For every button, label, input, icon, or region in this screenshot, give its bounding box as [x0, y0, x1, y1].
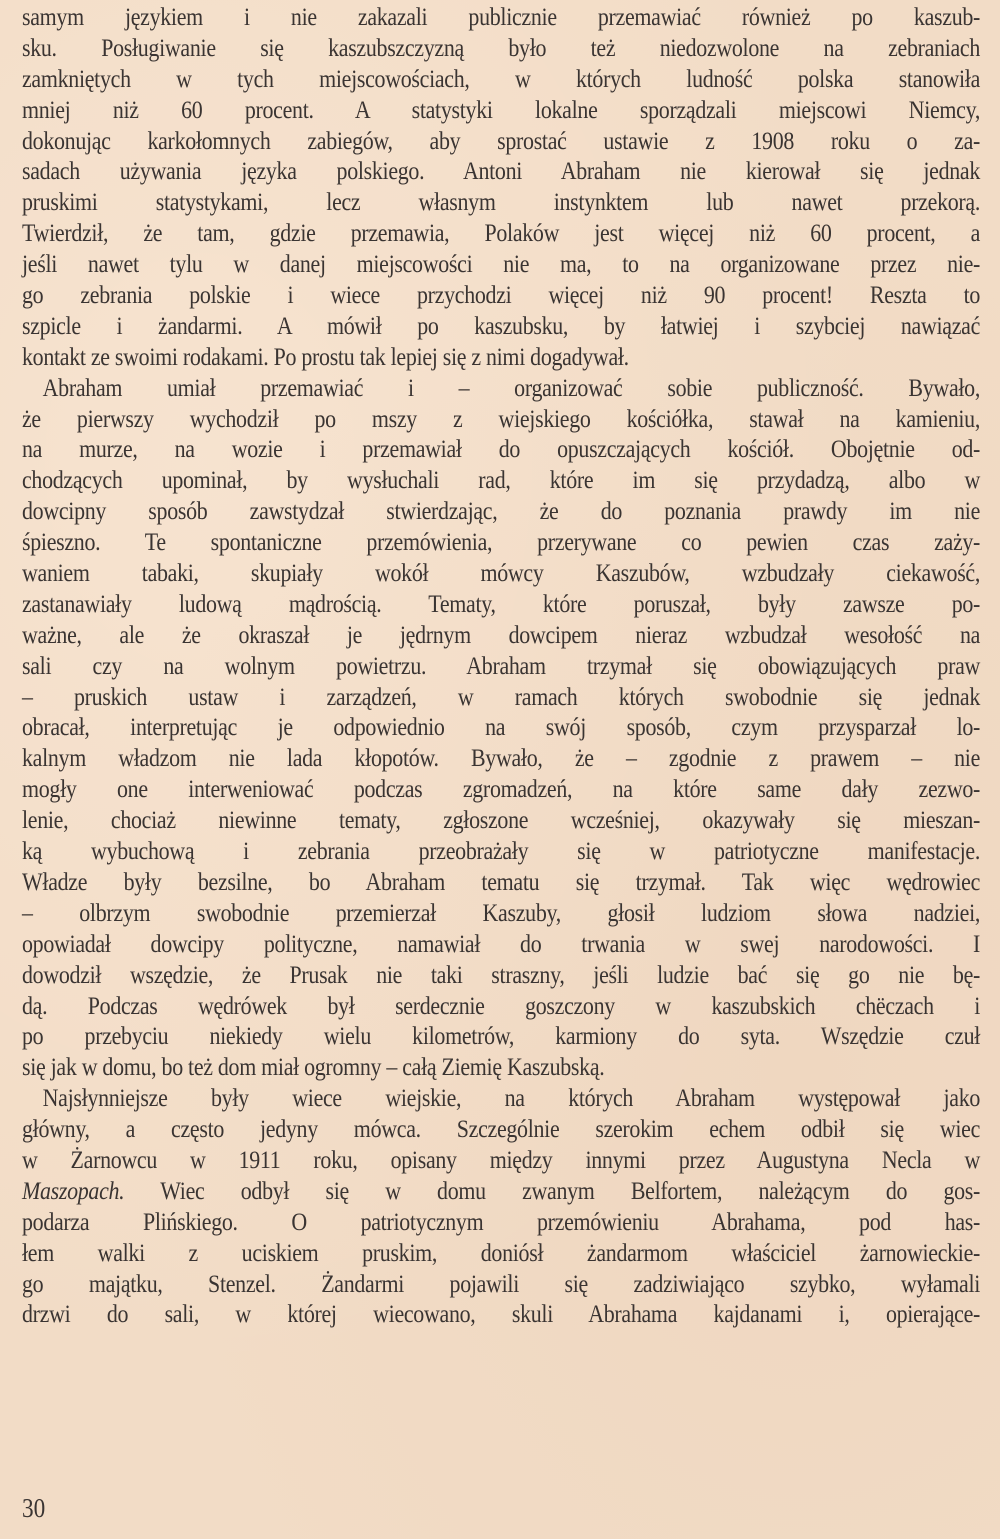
- line-text: śpieszno. Te spontaniczne przemówienia, przerywane co pewien czas zaży-: [22, 527, 981, 557]
- text-line: [22, 991, 980, 1022]
- text-line: [22, 33, 980, 64]
- text-line: [22, 1176, 980, 1207]
- text-line-content: [22, 1083, 980, 1114]
- line-text: ką wybuchową i zebrania przeobrażały się w patriotyczne manifestacje.: [22, 836, 981, 866]
- text-line-content: [22, 682, 980, 713]
- line-text: główny, a często jedyny mówca. Szczególnie szerokim echem odbił się wiec: [22, 1114, 981, 1144]
- text-line-content: [22, 2, 980, 33]
- text-line: [22, 342, 980, 373]
- text-line: [22, 311, 980, 342]
- line-text: drzwi do sali, w której wiecowano, skuli Abrahama kajdanami i, opierające-: [22, 1299, 981, 1329]
- line-text: jeśli nawet tylu w danej miejscowości nie ma, to na organizowane przez nie-: [22, 249, 981, 279]
- text-line: [22, 64, 980, 95]
- text-line: [22, 1299, 980, 1330]
- text-line-content: [22, 1207, 980, 1238]
- text-line-content: [22, 960, 980, 991]
- text-line-content: [22, 743, 980, 774]
- text-line-content: [22, 651, 980, 682]
- text-line: [22, 280, 980, 311]
- text-line: [22, 434, 980, 465]
- text-line: [22, 1021, 980, 1052]
- line-text: opowiadał dowcipy polityczne, namawiał do trwania w swej narodowości. I: [22, 928, 981, 958]
- text-line-content: [22, 249, 980, 280]
- line-text: samym językiem i nie zakazali publicznie przemawiać również po kaszub-: [22, 2, 981, 31]
- text-line: [22, 898, 980, 929]
- line-text: obracał, interpretując je odpowiednio na swój sposób, czym przysparzał lo-: [22, 712, 981, 742]
- line-text: – olbrzym swobodnie przemierzał Kaszuby, głosił ludziom słowa nadziei,: [22, 897, 981, 927]
- text-line: [22, 836, 980, 867]
- line-text: po przebyciu niekiedy wielu kilometrów, karmiony do syta. Wszędzie czuł: [22, 1021, 981, 1051]
- line-text: chodzących upominał, by wysłuchali rad, które im się przydadzą, albo w: [22, 465, 981, 495]
- text-line-content: [22, 712, 980, 743]
- line-text: łem walki z uciskiem pruskim, doniósł żandarmom właściciel żarnowieckie-: [22, 1237, 981, 1267]
- text-line-content: [22, 311, 980, 342]
- text-line-content: [22, 589, 980, 620]
- text-line-content: [22, 126, 980, 157]
- text-line: [22, 1207, 980, 1238]
- text-line-content: [22, 805, 980, 836]
- text-line-content: [22, 774, 980, 805]
- text-line: [22, 558, 980, 589]
- line-text: waniem tabaki, skupiały wokół mówcy Kaszubów, wzbudzały ciekawość,: [22, 558, 981, 588]
- text-line-content: [22, 1176, 980, 1207]
- text-line: [22, 1114, 980, 1145]
- line-text: dą. Podczas wędrówek był serdecznie goszczony w kaszubskich chëczach i: [22, 990, 981, 1020]
- text-line-content: [22, 280, 980, 311]
- line-text: dowodził wszędzie, że Prusak nie taki straszny, jeśli ludzie bać się go nie bę-: [22, 959, 981, 989]
- line-text: Najsłynniejsze były wiece wiejskie, na których Abraham występował jako: [42, 1083, 981, 1113]
- text-line-content: [22, 558, 980, 589]
- text-line-content: [22, 527, 980, 558]
- line-text: w Żarnowcu w 1911 roku, opisany między innymi przez Augustyna Necla w: [22, 1144, 981, 1174]
- text-line: [22, 651, 980, 682]
- body-text: [22, 2, 980, 1330]
- text-line-content: [22, 1114, 980, 1145]
- text-line: [22, 156, 980, 187]
- text-line-content: [22, 1145, 980, 1176]
- text-line: [22, 682, 980, 713]
- text-line-content: [22, 1269, 980, 1300]
- text-line-content: [22, 404, 980, 435]
- text-line-content: [22, 187, 980, 218]
- text-line: [22, 496, 980, 527]
- text-line: [22, 805, 980, 836]
- page-number: 30: [22, 1493, 46, 1523]
- italic-title: Maszopach.: [22, 1175, 125, 1205]
- text-line-content: [22, 373, 980, 404]
- text-line-content: [22, 1021, 980, 1052]
- text-line: [22, 95, 980, 126]
- text-line-content: [22, 342, 980, 373]
- text-line-content: [22, 465, 980, 496]
- text-line: [22, 218, 980, 249]
- text-line: [22, 527, 980, 558]
- text-line: [22, 1269, 980, 1300]
- text-line: [22, 465, 980, 496]
- text-line: [22, 2, 980, 33]
- text-line-content: [22, 496, 980, 527]
- text-line: [22, 187, 980, 218]
- line-text: kalnym władzom nie lada kłopotów. Bywało, że – zgodnie z prawem – nie: [22, 743, 981, 773]
- line-text: Abraham umiał przemawiać i – organizować sobie publiczność. Bywało,: [42, 372, 981, 402]
- line-text: Twierdził, że tam, gdzie przemawia, Polaków jest więcej niż 60 procent, a: [22, 218, 981, 248]
- text-line-content: [22, 64, 980, 95]
- line-text: mogły one interweniować podczas zgromadzeń, na które same dały zezwo-: [22, 774, 981, 804]
- line-text: zamkniętych w tych miejscowościach, w których ludność polska stanowiła: [22, 63, 981, 93]
- text-line-content: [22, 33, 980, 64]
- line-text: sadach używania języka polskiego. Antoni Abraham nie kierował się jednak: [22, 156, 981, 186]
- text-line-content: [22, 218, 980, 249]
- text-line: [22, 404, 980, 435]
- text-line: [22, 126, 980, 157]
- text-line-content: [22, 1052, 980, 1083]
- line-text: sku. Posługiwanie się kaszubszczyzną było też niedozwolone na zebraniach: [22, 32, 981, 62]
- line-text: że pierwszy wychodził po mszy z wiejskiego kościółka, stawał na kamieniu,: [22, 403, 981, 433]
- line-text: go zebrania polskie i wiece przychodzi więcej niż 90 procent! Reszta to: [22, 280, 981, 310]
- line-text: dokonując karkołomnych zabiegów, aby sprostać ustawie z 1908 roku o za-: [22, 125, 981, 155]
- text-line: [22, 867, 980, 898]
- line-text: mniej niż 60 procent. A statystyki lokalne sporządzali miejscowi Niemcy,: [22, 94, 981, 124]
- text-line: [22, 620, 980, 651]
- text-line: [22, 589, 980, 620]
- text-line: [22, 1052, 980, 1083]
- line-text: podarza Plińskiego. O patriotycznym przemówieniu Abrahama, pod has-: [22, 1206, 981, 1236]
- text-line-content: [22, 95, 980, 126]
- line-text: Władze były bezsilne, bo Abraham tematu się trzymał. Tak więc wędrowiec: [22, 866, 981, 896]
- text-line-content: [22, 867, 980, 898]
- text-line-content: [22, 434, 980, 465]
- line-text: dowcipny sposób zawstydzał stwierdzając, że do poznania prawdy im nie: [22, 496, 981, 526]
- text-line-content: [22, 991, 980, 1022]
- line-text: – pruskich ustaw i zarządzeń, w ramach których swobodnie się jednak: [22, 681, 981, 711]
- line-text: go majątku, Stenzel. Żandarmi pojawili się zadziwiająco szybko, wyłamali: [22, 1268, 981, 1298]
- text-line: [22, 929, 980, 960]
- text-line-content: [22, 1238, 980, 1269]
- line-text: szpicle i żandarmi. A mówił po kaszubsku, by łatwiej i szybciej nawiązać: [22, 310, 981, 340]
- text-line-content: [22, 156, 980, 187]
- line-text: się jak w domu, bo też dom miał ogromny – całą Ziemię Kaszubską.: [22, 1052, 605, 1082]
- line-text: kontakt ze swoimi rodakami. Po prostu tak lepiej się z nimi dogadywał.: [22, 341, 629, 371]
- line-text: Wiec odbył się w domu zwanym Belfortem, należącym do gos-: [124, 1175, 981, 1205]
- line-text: na murze, na wozie i przemawiał do opuszczających kościół. Obojętnie od-: [22, 434, 981, 464]
- line-text: sali czy na wolnym powietrzu. Abraham trzymał się obowiązujących praw: [22, 650, 981, 680]
- text-line-content: [22, 620, 980, 651]
- text-line: [22, 960, 980, 991]
- line-text: pruskimi statystykami, lecz własnym instynktem lub nawet przekorą.: [22, 187, 981, 217]
- text-line-content: [22, 929, 980, 960]
- text-line: [22, 373, 980, 404]
- text-line: [22, 1145, 980, 1176]
- text-line: [22, 774, 980, 805]
- text-line: [22, 249, 980, 280]
- text-line-content: [22, 898, 980, 929]
- line-text: lenie, chociaż niewinne tematy, zgłoszone wcześniej, okazywały się mieszan-: [22, 805, 981, 835]
- text-line: [22, 1238, 980, 1269]
- text-line: [22, 1083, 980, 1114]
- text-line-content: [22, 1299, 980, 1330]
- line-text: zastanawiały ludową mądrością. Tematy, które poruszał, były zawsze po-: [22, 588, 981, 618]
- text-line: [22, 743, 980, 774]
- line-text: ważne, ale że okraszał je jędrnym dowcipem nieraz wzbudzał wesołość na: [22, 619, 981, 649]
- text-line: [22, 712, 980, 743]
- text-line-content: [22, 836, 980, 867]
